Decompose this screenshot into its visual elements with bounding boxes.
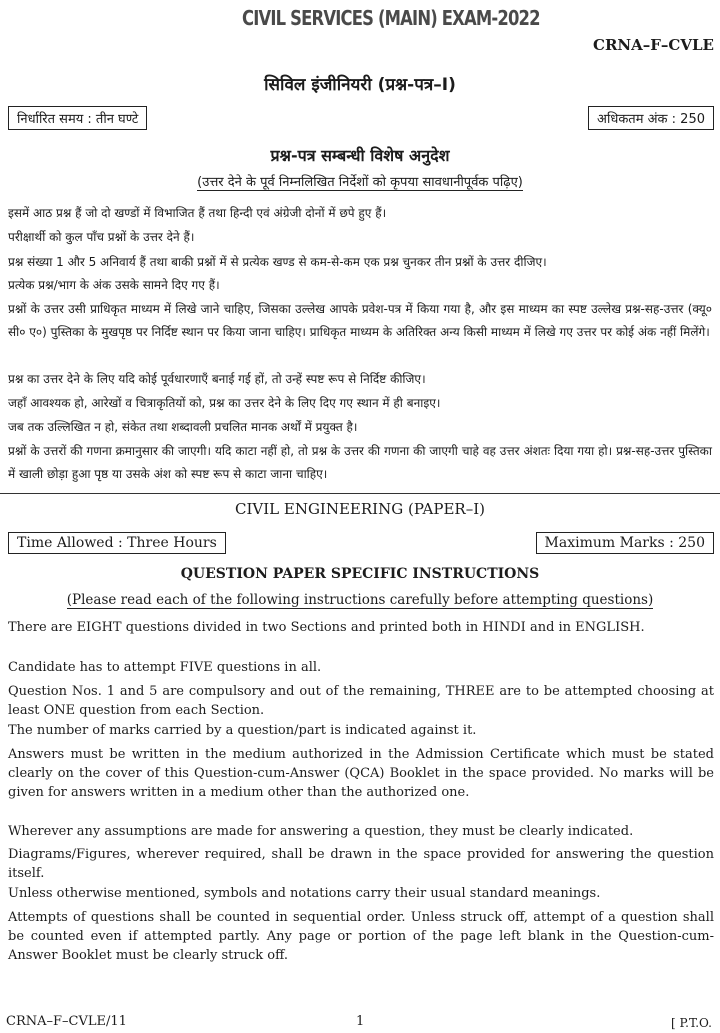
hindi-para-3: प्रश्न संख्या 1 और 5 अनिवार्य हैं तथा बाकी प्रश्नों में से प्रत्येक खण्ड से कम-से-कम एक प्रश्न चुनकर तीन प्रश्नों के उत्तर दीजिए। bbox=[8, 255, 547, 269]
english-paper-title: CIVIL ENGINEERING (PAPER–I) bbox=[234, 500, 485, 518]
paper-code: CRNA–F–CVLE bbox=[593, 36, 714, 54]
hindi-instructions-heading: प्रश्न-पत्र सम्बन्धी विशेष अनुदेश bbox=[270, 146, 450, 165]
hindi-marks-box: अधिकतम अंक : 250 bbox=[588, 106, 714, 130]
english-para-6: Wherever any assumptions are made for answering a question, they must be clearly indicated. bbox=[8, 824, 634, 839]
page-number: 1 bbox=[356, 1014, 365, 1029]
hindi-para-8: जब तक उल्लिखित न हो, संकेत तथा शब्दावली प्रचलित मानक अर्थों में प्रयुक्त है। bbox=[8, 420, 358, 434]
english-para-4: The number of marks carried by a question/part is indicated against it. bbox=[8, 723, 477, 738]
footer-paper-code: CRNA–F–CVLE/11 bbox=[6, 1014, 127, 1029]
hindi-subheading-text: (उत्तर देने के पूर्व निम्नलिखित निर्देशों को कृपया सावधानीपूर्वक पढ़िए) bbox=[197, 175, 523, 190]
hindi-instructions-subheading bbox=[0, 172, 720, 190]
exam-title: CIVIL SERVICES (MAIN) EXAM-2022 bbox=[242, 6, 540, 30]
hindi-para-6: प्रश्न का उत्तर देने के लिए यदि कोई पूर्वधारणाएँ बनाई गई हों, तो उन्हें स्पष्ट रूप से निर्दिष्ट कीजिए। bbox=[8, 372, 426, 386]
english-para-3: Question Nos. 1 and 5 are compulsory and out of the remaining, THREE are to be attempted choosing at least ONE question from each Section. bbox=[8, 684, 714, 718]
section-divider bbox=[0, 493, 720, 494]
english-para-1: There are EIGHT questions divided in two Sections and printed both in HINDI and in ENGLISH. bbox=[8, 620, 645, 635]
english-marks-box: Maximum Marks : 250 bbox=[536, 532, 714, 554]
english-para-8: Unless otherwise mentioned, symbols and notations carry their usual standard meanings. bbox=[8, 886, 601, 901]
english-para-9: Attempts of questions shall be counted in sequential order. Unless struck off, attempt of a question shall be counted even if attempted partly. Any page or portion of the page left blank in the Question-cum-Answer Booklet must be clearly struck off. bbox=[8, 910, 714, 963]
hindi-para-2: परीक्षार्थी को कुल पाँच प्रश्नों के उत्तर देने हैं। bbox=[8, 230, 195, 244]
english-para-5: Answers must be written in the medium authorized in the Admission Certificate which must be stated clearly on the cover of this Question-cum-Answer (QCA) Booklet in the space provided. No marks will be given for answers written in a medium other than the authorized one. bbox=[8, 747, 714, 800]
hindi-para-4: प्रत्येक प्रश्न/भाग के अंक उसके सामने दिए गए हैं। bbox=[8, 278, 220, 292]
english-para-7: Diagrams/Figures, wherever required, shall be drawn in the space provided for answering the question itself. bbox=[8, 847, 714, 881]
english-time-box: Time Allowed : Three Hours bbox=[8, 532, 226, 554]
english-subheading-text: (Please read each of the following instructions carefully before attempting questions) bbox=[66, 592, 654, 608]
hindi-para-5: प्रश्नों के उत्तर उसी प्राधिकृत माध्यम में लिखे जाने चाहिए, जिसका उल्लेख आपके प्रवेश-पत्र में किया गया है, और इस माध्यम का स्पष्ट उल्लेख प्रश्न-सह-उत्तर (क्यू० सी० ए०) पुस्तिका के मुखपृष्ठ पर निर्दिष्ट स्थान पर किया जाना चाहिए। प्राधिकृत माध्यम के अतिरिक्त अन्य किसी माध्यम में लिखे गए उत्तर पर कोई अंक नहीं मिलेंगे। bbox=[8, 302, 712, 339]
hindi-para-9: प्रश्नों के उत्तरों की गणना क्रमानुसार की जाएगी। यदि काटा नहीं हो, तो प्रश्न के उत्तर की गणना की जाएगी चाहे वह उत्तर अंशतः दिया गया हो। प्रश्न-सह-उत्तर पुस्तिका में खाली छोड़ा हुआ पृष्ठ या उसके अंश को स्पष्ट रूप से काटा जाना चाहिए। bbox=[8, 444, 712, 481]
hindi-para-1: इसमें आठ प्रश्न हैं जो दो खण्डों में विभाजित हैं तथा हिन्दी एवं अंग्रेजी दोनों में छपे हुए हैं। bbox=[8, 206, 387, 220]
hindi-para-7: जहाँ आवश्यक हो, आरेखों व चित्राकृतियों को, प्रश्न का उत्तर देने के लिए दिए गए स्थान में ही बनाइए। bbox=[8, 396, 441, 410]
english-instructions-heading: QUESTION PAPER SPECIFIC INSTRUCTIONS bbox=[180, 566, 540, 582]
hindi-paper-title: सिविल इंजीनियरी (प्रश्न-पत्र–I) bbox=[264, 75, 456, 95]
english-instructions-subheading bbox=[0, 592, 720, 608]
hindi-time-box: निर्धारित समय : तीन घण्टे bbox=[8, 106, 147, 130]
english-para-2: Candidate has to attempt FIVE questions in all. bbox=[8, 660, 322, 675]
pto-label: [ P.T.O. bbox=[671, 1016, 712, 1030]
